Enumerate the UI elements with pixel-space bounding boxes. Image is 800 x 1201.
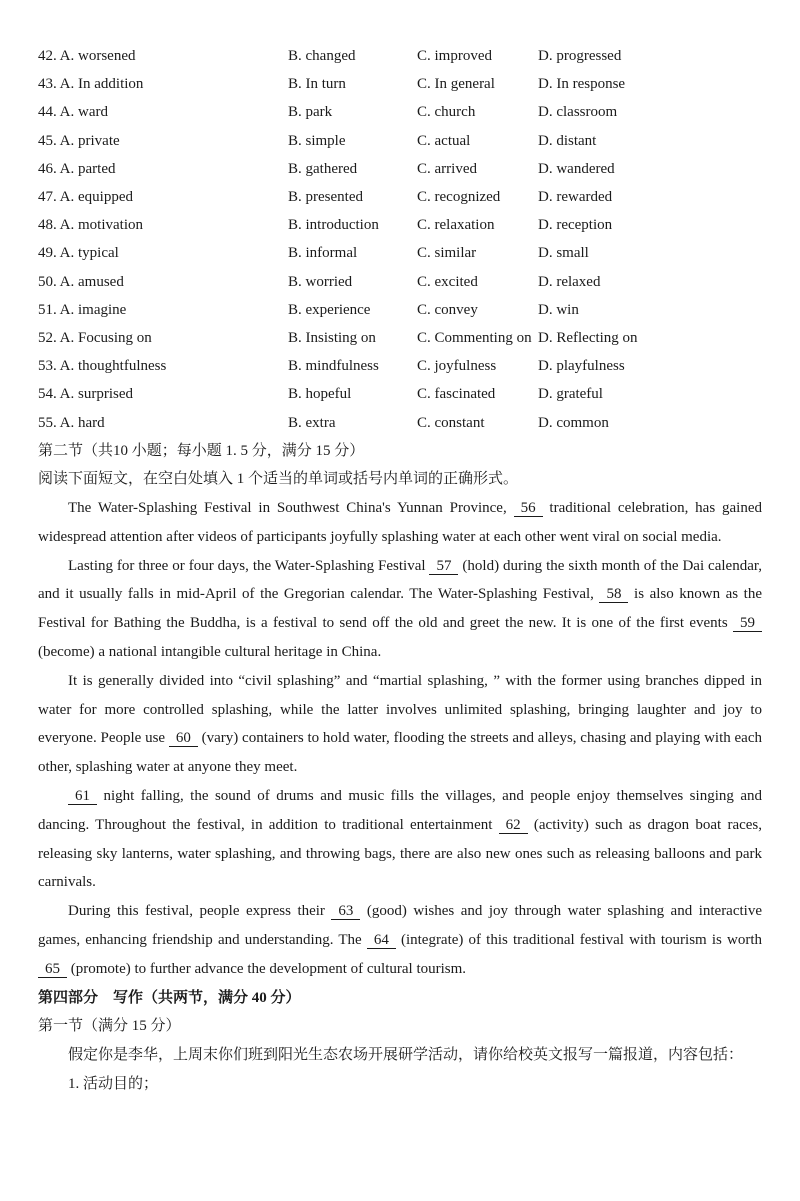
option-row-43 — [38, 70, 762, 98]
cloze-text: (integrate) of this traditional festival with tourism is worth — [395, 931, 762, 948]
option-cell: B. presented — [288, 189, 363, 206]
section2-instruction: 阅读下面短文，在空白处填入 1 个适当的单词或括号内单词的正确形式。 — [38, 471, 519, 488]
option-cell: 43. A. In addition — [38, 76, 144, 93]
section2-heading: 第二节（共10 小题；每小题 1. 5 分，满分 15 分） — [38, 442, 365, 459]
option-row-49 — [38, 239, 762, 267]
option-cell: C. similar — [417, 245, 477, 262]
option-cell: B. experience — [288, 301, 371, 318]
cloze-blank-64: 64 — [367, 932, 396, 949]
option-cell: C. In general — [417, 76, 495, 93]
cloze-text: It is generally divided into “civil splashing” and “martial splashing, ” with the former using branches dipped in water for more controlled splashing, while the latter involves unlimited splashing, bringing laughter and joy to everyone. People use — [38, 672, 762, 747]
cloze-blank-56: 56 — [514, 500, 543, 517]
option-cell: C. improved — [417, 48, 492, 64]
option-row-55 — [38, 409, 762, 437]
option-cell: 53. A. thoughtfulness — [38, 358, 167, 375]
cloze-blank-58: 58 — [599, 586, 628, 603]
option-cell: D. grateful — [538, 386, 603, 403]
option-cell: B. extra — [288, 414, 336, 431]
option-cell: C. arrived — [417, 160, 477, 177]
cloze-text: (activity) such as dragon boat races, releasing sky lanterns, water splashing, and throwing bags, there are also new ones such as releasing balloons and park carnivals. — [38, 816, 763, 891]
option-cell: C. joyfulness — [417, 358, 497, 375]
cloze-text: (vary) containers to hold water, flooding the streets and alleys, chasing and playing with each other, splashing water at anyone they meet. — [38, 730, 762, 776]
cloze-paragraph-4 — [38, 782, 762, 897]
option-cell: 44. A. ward — [38, 104, 108, 121]
cloze-text: traditional celebration, has gained widespread attention after videos of participants joyfully splashing water at each other went viral on social media. — [38, 500, 762, 545]
cloze-blank-63: 63 — [331, 903, 360, 920]
writing-task: 假定你是李华，上周末你们班到阳光生态农场开展研学活动，请你给校英文报写一篇报道，内容包括： — [68, 1046, 744, 1063]
cloze-blank-61: 61 — [68, 788, 97, 805]
option-cell: D. relaxed — [538, 273, 601, 290]
cloze-paragraph-1 — [38, 494, 762, 552]
option-cell: B. gathered — [288, 160, 358, 177]
option-cell: D. distant — [538, 132, 597, 149]
option-cell: D. small — [538, 245, 589, 262]
option-cell: D. Reflecting on — [538, 330, 638, 347]
option-cell: 48. A. motivation — [38, 217, 143, 234]
cloze-text: The Water-Splashing Festival in Southwest China's Yunnan Province, — [68, 500, 514, 517]
option-row-47 — [38, 183, 762, 211]
option-cell: B. hopeful — [288, 386, 352, 403]
option-cell: C. convey — [417, 301, 478, 318]
option-cell: B. In turn — [288, 76, 346, 93]
cloze-text: Lasting for three or four days, the Water-Splashing Festival — [68, 557, 430, 574]
option-row-53 — [38, 352, 762, 380]
option-row-48 — [38, 211, 762, 239]
cloze-text: night falling, the sound of drums and music fills the villages, and people enjoy themselves singing and dancing. Throughout the festival, in addition to traditional entertainment — [38, 788, 762, 833]
option-cell: B. simple — [288, 132, 346, 149]
option-cell: C. excited — [417, 273, 478, 290]
option-row-46 — [38, 155, 762, 183]
option-cell: D. rewarded — [538, 189, 613, 206]
option-cell: C. Commenting on — [417, 330, 532, 347]
option-cell: 45. A. private — [38, 132, 120, 149]
option-cell: C. actual — [417, 132, 471, 149]
option-cell: 52. A. Focusing on — [38, 330, 152, 347]
option-cell: B. Insisting on — [288, 330, 376, 347]
option-cell: D. progressed — [538, 48, 622, 64]
option-row-54 — [38, 380, 762, 408]
option-cell: D. classroom — [538, 104, 618, 121]
cloze-text: is also known as the Festival for Bathing the Buddha, is a festival to send off the old and greet the new. It is one of the first events — [38, 586, 762, 632]
option-cell: 50. A. amused — [38, 273, 124, 290]
option-cell: 47. A. equipped — [38, 189, 133, 206]
cloze-text: During this festival, people express their — [68, 903, 332, 920]
option-cell: 55. A. hard — [38, 414, 105, 431]
option-cell: 49. A. typical — [38, 245, 119, 262]
cloze-text: (promote) to further advance the development of cultural tourism. — [67, 960, 467, 977]
section4-heading: 第四部分 写作（共两节，满分 40 分） — [38, 989, 301, 1006]
section4-subheading: 第一节（满分 15 分） — [38, 1018, 181, 1035]
cloze-blank-60: 60 — [169, 730, 198, 747]
option-cell: 54. A. surprised — [38, 386, 133, 403]
option-row-51 — [38, 296, 762, 324]
option-cell: B. mindfulness — [288, 358, 379, 375]
cloze-text: (good) wishes and joy through water splashing and interactive games, enhancing friendship and understanding. The — [38, 903, 762, 948]
options-table — [38, 42, 762, 437]
cloze-blank-59: 59 — [733, 615, 762, 632]
option-row-52 — [38, 324, 762, 352]
cloze-text: (hold) during the sixth month of the Dai calendar, and it usually falls in mid-April of the Gregorian calendar. The Water-Splashing Festival, — [38, 557, 762, 603]
option-cell: B. park — [288, 104, 333, 121]
cloze-blank-62: 62 — [499, 817, 528, 834]
option-cell: D. win — [538, 301, 579, 318]
option-cell: C. recognized — [417, 189, 501, 206]
option-row-42 — [38, 42, 762, 70]
option-row-44 — [38, 98, 762, 126]
option-cell: B. worried — [288, 273, 353, 290]
cloze-paragraph-5 — [38, 897, 762, 983]
option-row-45 — [38, 127, 762, 155]
option-cell: D. reception — [538, 217, 613, 234]
option-cell: B. informal — [288, 245, 358, 262]
option-cell: D. wandered — [538, 160, 615, 177]
option-cell: D. In response — [538, 76, 626, 93]
option-cell: 46. A. parted — [38, 160, 116, 177]
option-cell: C. church — [417, 104, 476, 121]
option-cell: 51. A. imagine — [38, 301, 127, 318]
writing-point-1: 1. 活动目的； — [68, 1075, 159, 1092]
option-cell: B. changed — [288, 48, 356, 64]
option-cell: C. fascinated — [417, 386, 496, 403]
option-cell: D. common — [538, 414, 609, 431]
option-cell: 42. A. worsened — [38, 48, 136, 64]
option-row-50 — [38, 268, 762, 296]
cloze-paragraph-2 — [38, 552, 762, 667]
option-cell: C. constant — [417, 414, 485, 431]
option-cell: B. introduction — [288, 217, 379, 234]
option-cell: D. playfulness — [538, 358, 625, 375]
cloze-blank-65: 65 — [38, 961, 67, 978]
cloze-text: (become) a national intangible cultural heritage in China. — [38, 644, 382, 661]
cloze-paragraph-3 — [38, 667, 762, 782]
cloze-blank-57: 57 — [429, 558, 458, 575]
option-cell: C. relaxation — [417, 217, 495, 234]
